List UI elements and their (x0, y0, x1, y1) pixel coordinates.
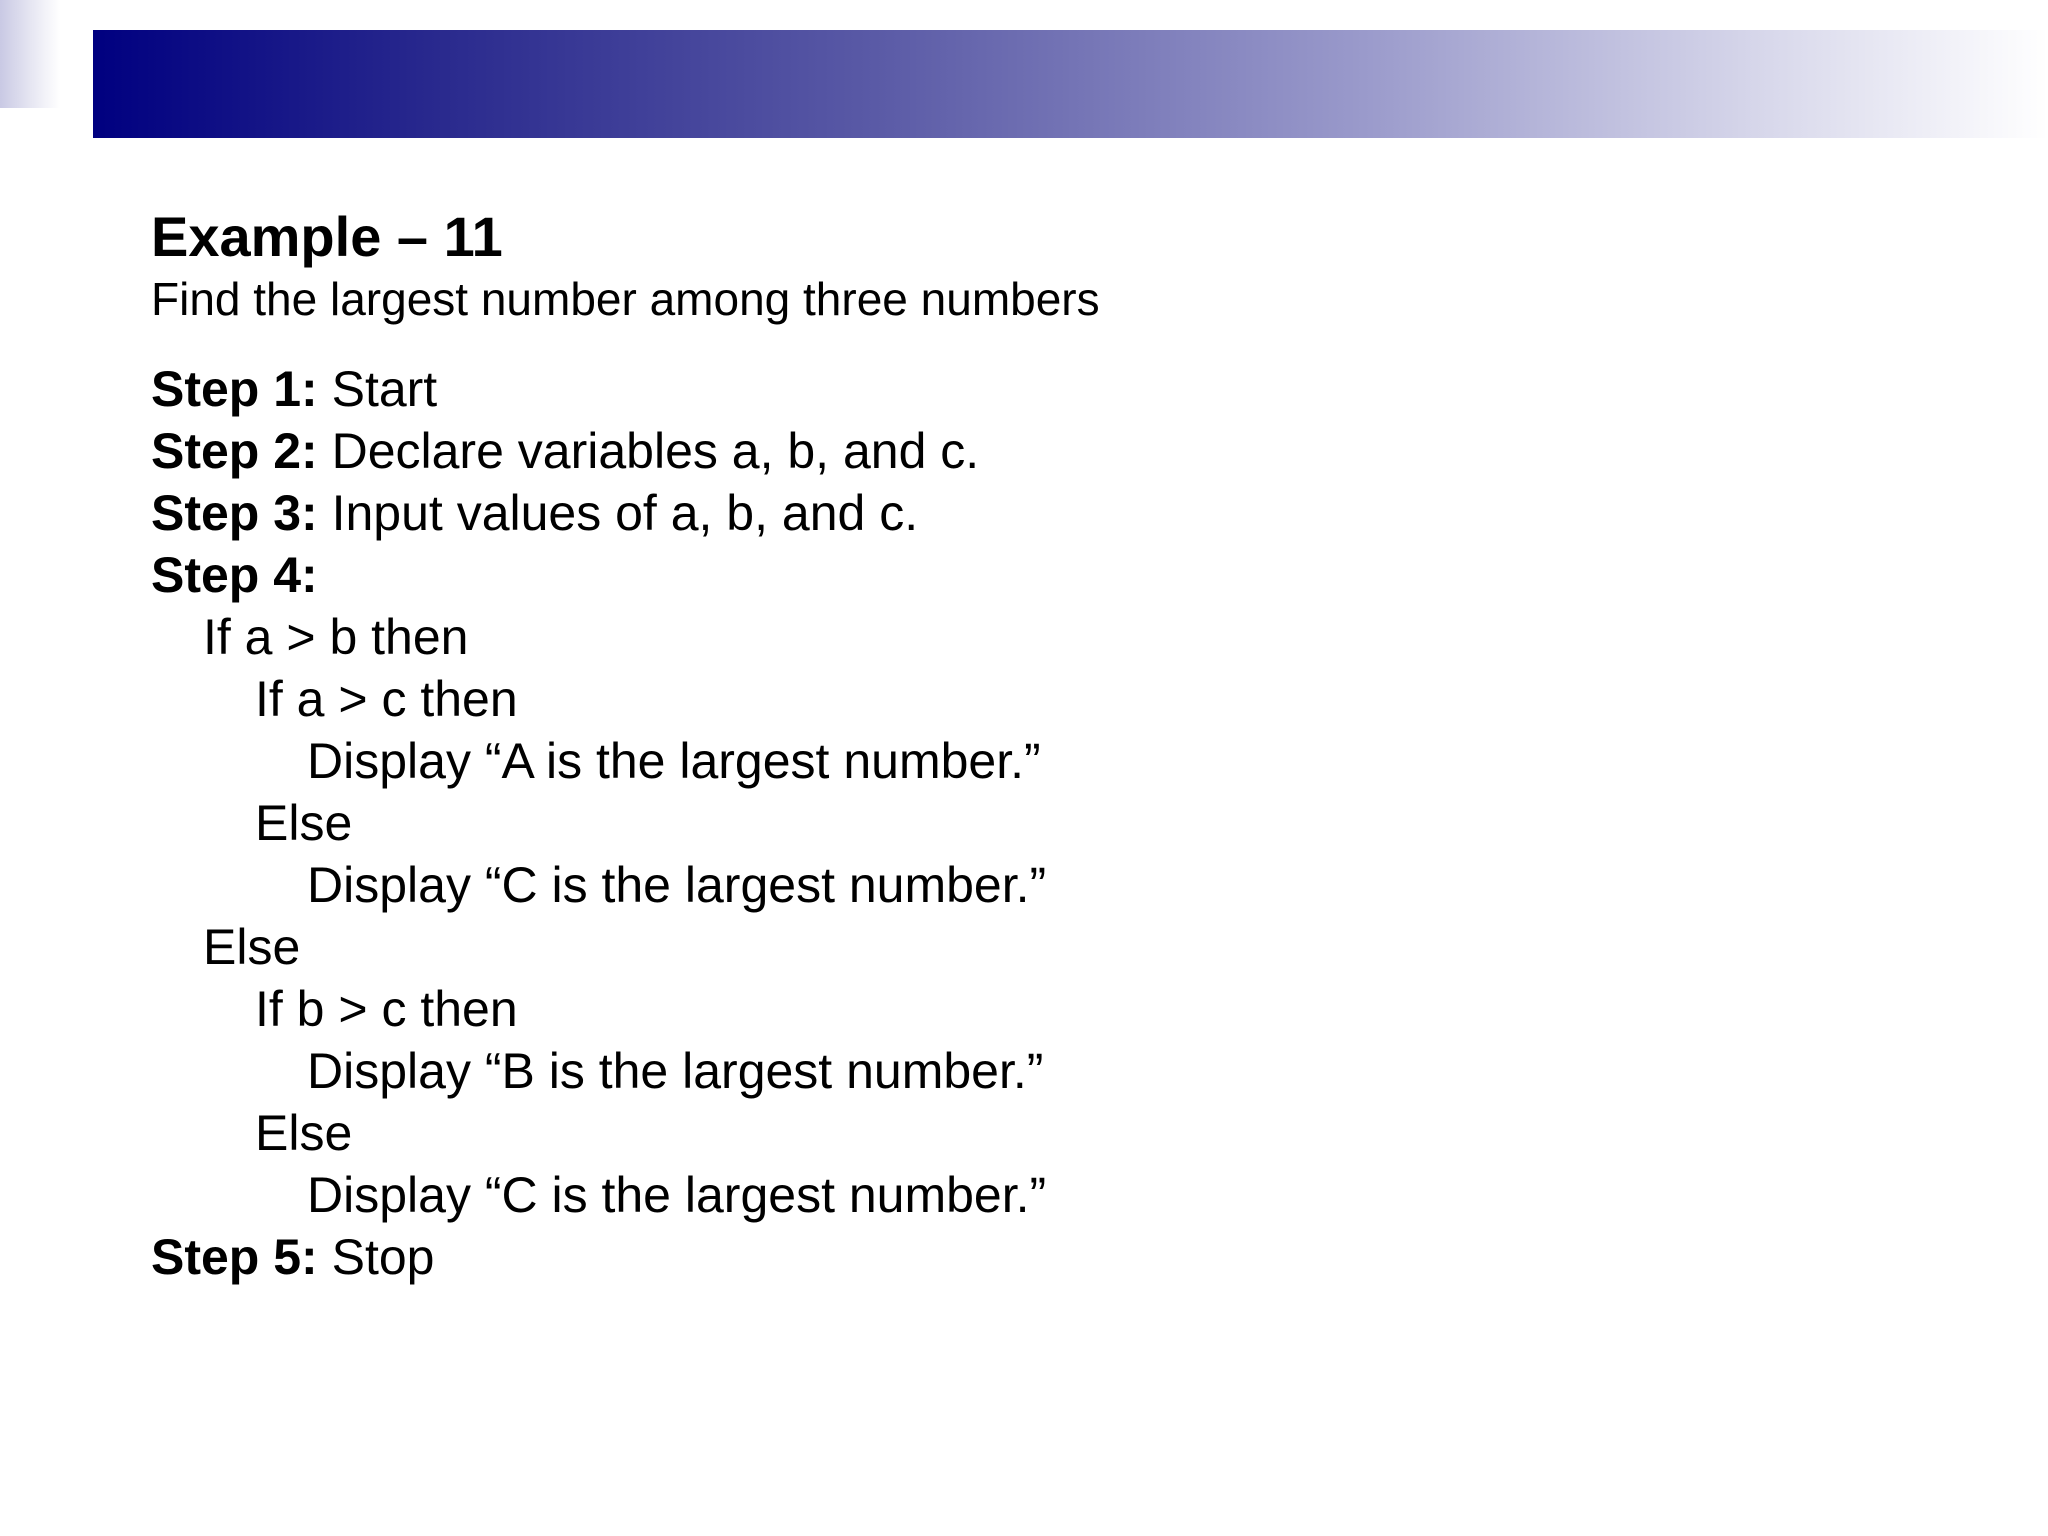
pseudocode-line: Else (255, 1105, 353, 1161)
slide-title: Example – 11 (151, 205, 503, 268)
step-5 (151, 1226, 1851, 1288)
pseudocode-line: Display “A is the largest number.” (307, 733, 1041, 789)
step-4 (151, 544, 1851, 606)
step-label: Step 5: (151, 1229, 318, 1285)
pseudocode-line: Else (203, 919, 301, 975)
pseudocode-line: Display “C is the largest number.” (307, 1167, 1047, 1223)
step-text: Input values of a, b, and c. (317, 485, 919, 541)
step-label: Step 1: (151, 361, 318, 417)
step-3 (151, 482, 1851, 544)
corner-decoration (0, 0, 60, 108)
pseudocode-line: If a > b then (203, 609, 469, 665)
step-2 (151, 420, 1851, 482)
step-1 (151, 358, 1851, 420)
pseudocode-line: Display “C is the largest number.” (307, 857, 1047, 913)
step-text: Start (317, 361, 438, 417)
step-text: Declare variables a, b, and c. (317, 423, 980, 479)
slide-content (151, 204, 1851, 1288)
step-label: Step 3: (151, 485, 318, 541)
step-label: Step 4: (151, 547, 318, 603)
header-gradient-bar (93, 30, 2048, 138)
step-label: Step 2: (151, 423, 318, 479)
pseudocode-line: Display “B is the largest number.” (307, 1043, 1044, 1099)
pseudocode-line: If a > c then (255, 671, 518, 727)
pseudocode-line: Else (255, 795, 353, 851)
pseudocode-line: If b > c then (255, 981, 518, 1037)
slide-subtitle: Find the largest number among three numbers (151, 273, 1100, 325)
step-text: Stop (317, 1229, 435, 1285)
